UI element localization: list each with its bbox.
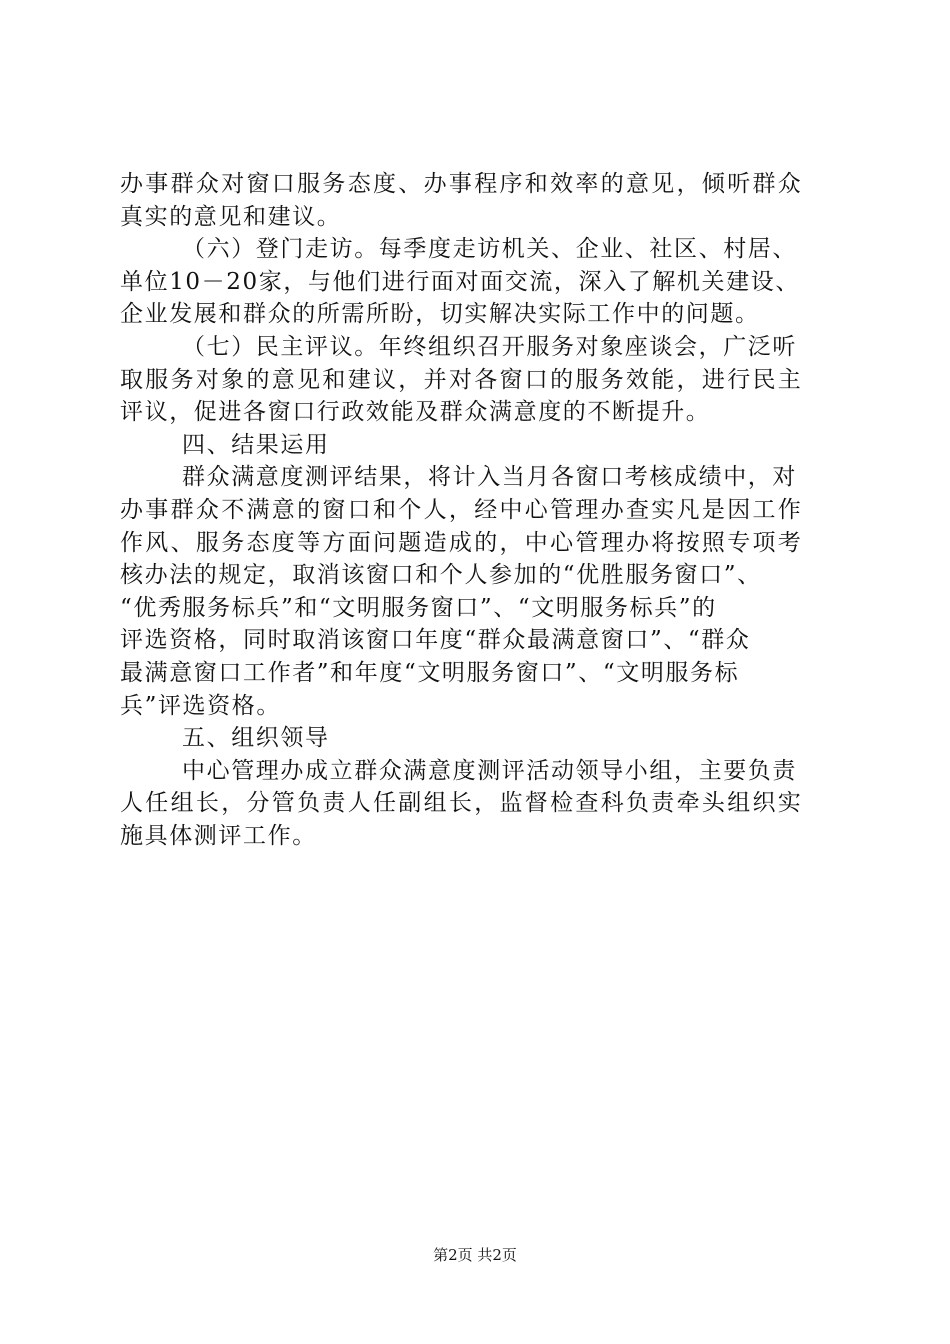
body-line: 取服务对象的意见和建议，并对各窗口的服务效能，进行民主 (120, 366, 804, 393)
body-line: （六）登门走访。每季度走访机关、企业、社区、村居、 (182, 236, 797, 263)
body-line: 评选资格，同时取消该窗口年度“群众最满意窗口”、“群众 (120, 627, 751, 654)
body-line: 评议，促进各窗口行政效能及群众满意度的不断提升。 (120, 399, 711, 426)
body-line: 真实的意见和建议。 (120, 203, 342, 230)
body-line: 施具体测评工作。 (120, 822, 317, 849)
body-line: 兵”评选资格。 (120, 692, 281, 719)
body-line: （七）民主评议。年终组织召开服务对象座谈会，广泛听 (182, 333, 797, 360)
body-line: 最满意窗口工作者”和年度“文明服务窗口”、“文明服务标 (120, 659, 740, 686)
page-number-footer: 第2页 共2页 (433, 1246, 517, 1264)
body-line: 企业发展和群众的所需所盼，切实解决实际工作中的问题。 (120, 301, 760, 328)
body-line: 办事群众对窗口服务态度、办事程序和效率的意见，倾听群众 (120, 171, 804, 197)
body-line: “优秀服务标兵”和“文明服务窗口”、“文明服务标兵”的 (120, 594, 717, 621)
body-line: 人任组长，分管负责人任副组长，监督检查科负责牵头组织实 (120, 790, 804, 817)
document-body (120, 168, 832, 852)
section-heading: 五、组织领导 (182, 725, 330, 752)
body-line: 群众满意度测评结果，将计入当月各窗口考核成绩中，对 (182, 464, 797, 491)
body-line: 核办法的规定，取消该窗口和个人参加的“优胜服务窗口”、 (120, 562, 762, 589)
body-line: 中心管理办成立群众满意度测评活动领导小组，主要负责 (182, 757, 797, 784)
body-line: 办事群众不满意的窗口和个人，经中心管理办查实凡是因工作 (120, 496, 804, 523)
body-line: 单位10－20家，与他们进行面对面交流，深入了解机关建设、 (120, 268, 800, 295)
section-heading: 四、结果运用 (182, 431, 330, 458)
body-line: 作风、服务态度等方面问题造成的，中心管理办将按照专项考 (120, 529, 804, 556)
